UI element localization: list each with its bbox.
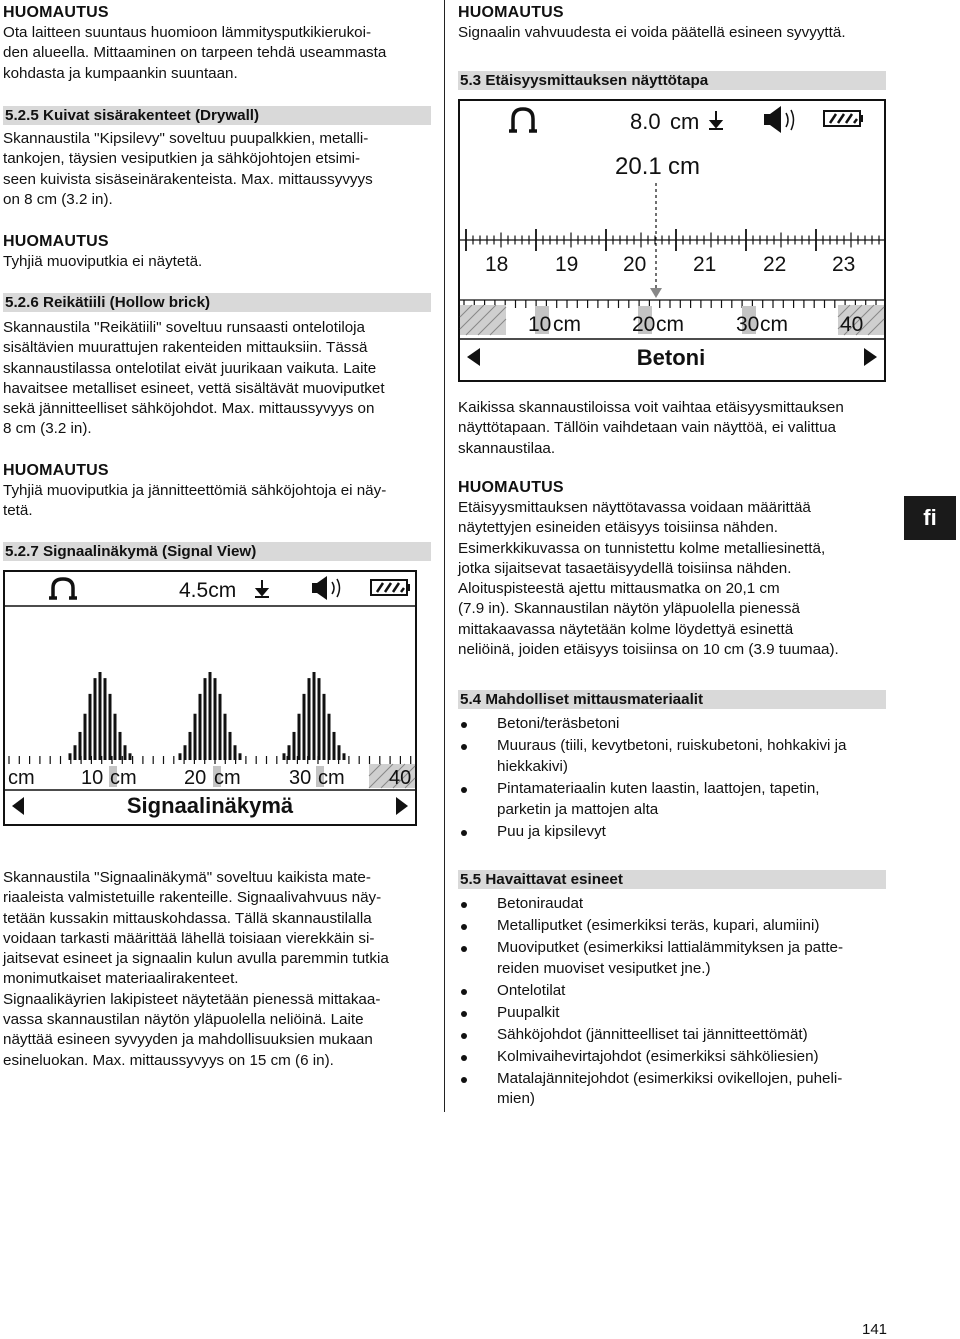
distance-value: 20.1 <box>615 153 662 180</box>
scale-label: cm <box>318 767 345 789</box>
scale-hatch-left <box>460 305 506 335</box>
signal-view-display <box>3 570 417 826</box>
section-heading: 5.5 Havaittavat esineet <box>458 870 886 889</box>
bullet-icon <box>461 1033 467 1039</box>
bullet-icon <box>461 722 467 728</box>
scale-label: cm <box>110 767 137 789</box>
list-item: Pintamateriaalin kuten laastin, laattojen, tapetin, parketin ja mattojen alta <box>458 779 886 821</box>
bullet-icon <box>461 787 467 793</box>
note-heading: HUOMAUTUS <box>3 233 109 250</box>
note-distance-mode <box>458 478 886 660</box>
bullet-icon <box>461 830 467 836</box>
section-heading: 5.2.7 Signaalinäkymä (Signal View) <box>3 542 431 561</box>
bullet-icon <box>461 1077 467 1083</box>
note-empty-plastic-pipes <box>3 232 431 272</box>
list-item: Puupalkit <box>458 1003 886 1024</box>
bullet-icon <box>461 924 467 930</box>
scale-label: 20 <box>184 767 207 789</box>
depth-readout: 4.5cm <box>179 579 237 602</box>
note-text: Tyhjiä muoviputkia ja jännitteettömiä sähköjohtoja ei näy- tetä. <box>3 482 387 520</box>
bullet-icon <box>461 1055 467 1061</box>
note-text: Ota laitteen suuntaus huomioon lämmitysputkikierukoi- den alueella. Mittaaminen on tarpeen tehdä useammasta kohdasta ja kumpaankin suuntaan. <box>3 24 387 82</box>
mode-label: Signaalinäkymä <box>126 793 294 818</box>
distance-unit: cm <box>668 153 700 180</box>
list-item: Matalajännitejohdot (esimerkiksi ovikellojen, puheli- mien) <box>458 1069 886 1111</box>
bullet-icon <box>461 1011 467 1017</box>
note-heading: HUOMAUTUS <box>458 479 564 496</box>
ruler-label: 23 <box>832 253 856 276</box>
section-heading: 5.3 Etäisyysmittauksen näyttötapa <box>458 71 886 90</box>
note-text: Etäisyysmittauksen näyttötavassa voidaan määrittää näytettyjen esineiden etäisyys toisiinsa nähden. Esimerkkikuvassa on tunnistettu kolme metalliesinettä, jotka sijaitsevat tasaetäisyydellä toisiinsa nähden. Aloituspisteestä ajettu mittausmatka on 20,1 cm (7.9 in). Skannaustilan näytön yläpuolella pienessä mittakaavassa näytetään kolme löydettyä esinettä neliöinä, joiden etäisyys toisiinsa on 10 cm (3.9 tuumaa). <box>458 499 839 659</box>
section-heading: 5.4 Mahdolliset mittausmateriaalit <box>458 690 886 709</box>
scale-label: cm <box>8 767 35 789</box>
list-item: Betoni/teräsbetoni <box>458 714 886 735</box>
distance-mode-description <box>458 398 886 459</box>
scale-label: cm <box>760 313 788 336</box>
paragraph: Kaikissa skannaustiloissa voit vaihtaa etäisyysmittauksen näyttötapaan. Tällöin vaihdetaan vain näyttöä, ei valittua skannaustilaa. <box>458 399 844 457</box>
ruler-label: 18 <box>485 253 509 276</box>
column-divider <box>444 0 445 1112</box>
scale-label: 30 <box>289 767 312 789</box>
bullet-icon <box>461 946 467 952</box>
ruler-label: 21 <box>693 253 717 276</box>
ruler-label: 20 <box>623 253 647 276</box>
scale-label: 20 <box>632 313 656 336</box>
scale-label: 40 <box>840 313 864 336</box>
note-text: Signaalin vahvuudesta ei voida päätellä esineen syvyyttä. <box>458 24 846 41</box>
section-5-2-6 <box>3 293 431 440</box>
bullet-icon <box>461 989 467 995</box>
note-signal-strength <box>458 3 886 43</box>
list-item: Sähköjohdot (jännitteelliset tai jännitteettömät) <box>458 1025 886 1046</box>
section-text: Skannaustila "Kipsilevy" soveltuu puupalkkien, metalli- tankojen, täysien vesiputkien ja sähköjohtojen etsimi- seen kuivista sisäseinärakenteista. Max. mittaussyvyys on 8 cm (3.2 in). <box>3 130 373 208</box>
section-5-3 <box>458 71 886 90</box>
list-item: Betoniraudat <box>458 894 886 915</box>
note-heading: HUOMAUTUS <box>458 4 564 21</box>
page-number: 141 <box>862 1321 888 1338</box>
ruler-label: 19 <box>555 253 579 276</box>
scale-label: 10 <box>528 313 552 336</box>
mode-label: Betoni <box>636 345 706 370</box>
depth-value: 8.0 <box>630 109 661 134</box>
section-heading: 5.2.6 Reikätiili (Hollow brick) <box>3 293 431 312</box>
list-item: Ontelotilat <box>458 981 886 1002</box>
section-5-2-5 <box>3 106 431 210</box>
section-heading: 5.2.5 Kuivat sisärakenteet (Drywall) <box>3 106 431 125</box>
note-plastic-pipes-cables <box>3 461 431 522</box>
section-5-2-7 <box>3 542 431 561</box>
depth-unit: cm <box>670 109 700 134</box>
materials-list <box>458 714 886 842</box>
scale-label: cm <box>214 767 241 789</box>
bullet-icon <box>461 902 467 908</box>
list-item: Metalliputket (esimerkiksi teräs, kupari, alumiini) <box>458 916 886 937</box>
section-5-4 <box>458 690 886 844</box>
list-item: Kolmivaihevirtajohdot (esimerkiksi sähköliesien) <box>458 1047 886 1068</box>
note-heating-coils <box>3 3 431 84</box>
note-heading: HUOMAUTUS <box>3 462 109 479</box>
scale-label: cm <box>656 313 684 336</box>
list-item: Muoviputket (esimerkiksi lattialämmityksen ja patte- reiden muoviset vesiputket jne.) <box>458 938 886 980</box>
paragraph: Signaalikäyrien lakipisteet näytetään pienessä mittakaa- vassa skannaustilan näytön yläpuolella neliöinä. Laite näyttää esineen syvyyden ja mahdollisuuksien mukaan esineluokan. Max. mittaussyvyys on 15 cm (6 in). <box>3 990 381 1069</box>
section-text: Skannaustila "Reikätiili" soveltuu runsaasti ontelotiloja sisältävien muurattujen rakenteiden mittauksiin. Tässä skannaustilassa ontelotilat eivät juurikaan vaikuta. Laite havaitsee metalliset esineet, vettä sisältävät muoviputket sekä jännitteelliset sähköjohdot. Max. mittaussyvyys on 8 cm (3.2 in). <box>3 319 385 438</box>
scale-ticks <box>464 300 876 308</box>
distance-display <box>458 99 886 382</box>
list-item: Puu ja kipsilevyt <box>458 822 886 843</box>
detectable-objects-list <box>458 894 886 1110</box>
list-item: Muuraus (tiili, kevytbetoni, ruiskubetoni, hohkakivi ja hiekkakivi) <box>458 736 886 778</box>
scale-label: cm <box>553 313 581 336</box>
section-5-5 <box>458 870 886 1111</box>
language-tab: fi <box>904 496 956 540</box>
bullet-icon <box>461 744 467 750</box>
ruler-label: 22 <box>763 253 787 276</box>
scale-label: 30 <box>736 313 760 336</box>
paragraph: Skannaustila "Signaalinäkymä" soveltuu kaikista mate- riaaleista valmistetuille rakenteille. Signaalivahvuus näy- tetään kussakin mittauskohdassa. Tällä skannaustilalla voidaan tarkasti määrittää lähellä toisiaan vierekkäin si- jaitsevat esineet ja signaalin kulun avulla paremmin tutkia monimutkaiset materiaalirakenteet. <box>3 869 389 988</box>
note-text: Tyhjiä muoviputkia ei näytetä. <box>3 253 203 270</box>
note-heading: HUOMAUTUS <box>3 4 109 21</box>
scale-label: 40 <box>389 767 412 789</box>
scale-label: 10 <box>81 767 104 789</box>
signal-view-description <box>3 868 431 1071</box>
